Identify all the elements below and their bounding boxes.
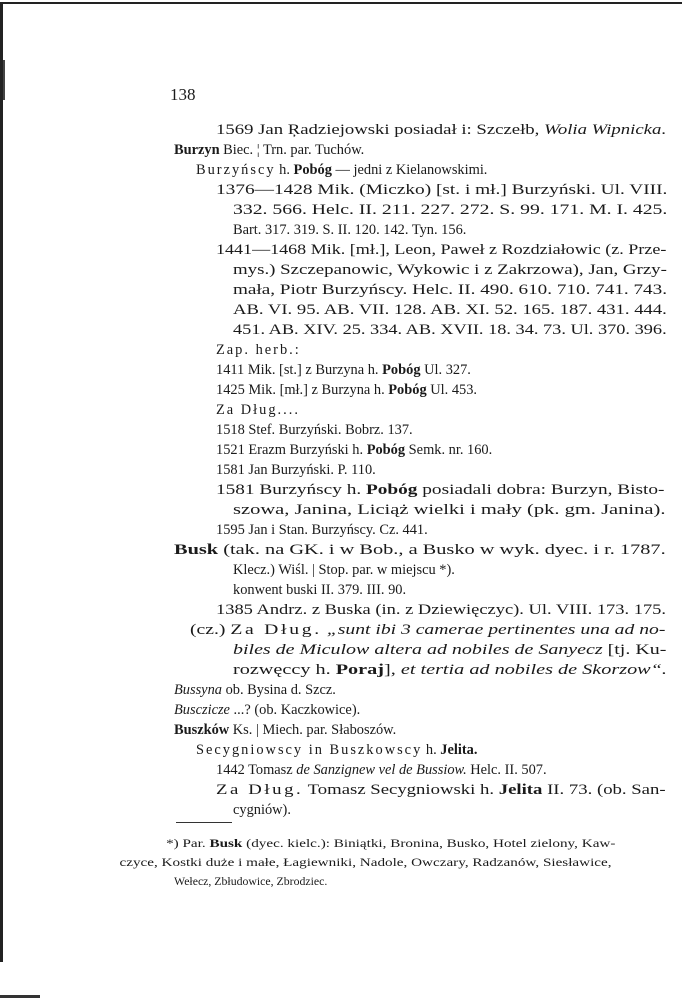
entry-text-run: 1442 Tomasz	[216, 762, 297, 778]
entry-text-run: ob. Bysina d. Szcz.	[221, 682, 336, 698]
entry-text-run: 1595 Jan i Stan. Burzyńscy. Cz. 441.	[216, 522, 428, 538]
footnote-line	[166, 835, 615, 852]
entry-text-run: Za Dług....	[216, 402, 300, 418]
entry-text-run: Bart. 317. 319. S. II. 120. 142. Tyn. 156.	[233, 222, 467, 238]
entry-line	[233, 220, 466, 240]
entry-line	[233, 260, 667, 280]
scan-border-mark	[3, 60, 5, 100]
entry-line	[233, 320, 667, 340]
entry-line	[174, 700, 360, 720]
entry-text-run: 1411 Mik. [st.] z Burzyna h.	[216, 362, 383, 378]
entry-line	[216, 120, 666, 140]
entry-text-run: Pobóg	[293, 162, 332, 178]
entry-text-run: Jelita	[498, 782, 543, 798]
entry-line	[233, 800, 291, 820]
entry-text-run: 451. AB. XIV. 25. 334. AB. XVII. 18. 34. 73. Ul. 370. 396.	[233, 322, 667, 338]
entry-line	[216, 760, 547, 780]
entry-line	[190, 620, 665, 640]
entry-line	[233, 300, 667, 320]
entry-text-run: 1569 Jan Ŗadziejowski posiadał i: Szczełb,	[216, 122, 544, 138]
entry-text-run: Za Dług.	[230, 622, 322, 638]
entry-text-run: 1425 Mik. [mł.] z Burzyna h.	[216, 382, 389, 398]
entry-text-run: 1581 Burzyńscy h.	[216, 482, 367, 498]
footnote-line	[174, 873, 327, 890]
entry-text-run: 1581 Jan Burzyński. P. 110.	[216, 462, 376, 478]
entry-line	[216, 780, 666, 800]
entry-text-run: (cz.)	[190, 622, 231, 638]
entry-line	[233, 560, 455, 580]
entry-text-run: h.	[275, 162, 294, 178]
entry-text-run: Secygniowscy in Buszkowscy	[196, 742, 423, 758]
entry-text-run: 1521 Erazm Burzyński h.	[216, 442, 367, 458]
entry-text-run: .	[661, 122, 666, 138]
entry-text-run: szowa, Janina, Liciąż wielki i mały (pk. gm. Janina).	[233, 502, 666, 518]
entry-text-run: Biec. ¦ Trn. par. Tuchów.	[219, 142, 365, 158]
entry-text-run: Wolia Wipnicka	[543, 122, 662, 138]
entry-text-run: 332. 566. Helc. II. 211. 227. 272. S. 99. 171. M. I. 425.	[233, 202, 668, 218]
entry-text-run: Semk. nr. 160.	[405, 442, 493, 458]
entry-text-run: Pobóg	[366, 482, 418, 498]
entry-text-run: Burzyńscy	[196, 162, 276, 178]
entry-text-run: Pobóg	[366, 442, 406, 458]
entry-text-run: Za Dług.	[216, 782, 304, 798]
entry-line	[216, 360, 471, 380]
footnote-text-run: Wełecz, Zbłudowice, Zbrodziec.	[174, 874, 328, 888]
entry-text-run: Jelita.	[440, 742, 478, 758]
entry-line	[216, 480, 664, 500]
entry-text-run: ...? (ob. Kaczkowice).	[229, 702, 361, 718]
footnote-text-run: Busk	[209, 836, 243, 850]
entry-text-run: mys.) Szczepanowic, Wykowic i z Zakrzowa), Jan, Grzy-	[233, 262, 667, 278]
entry-text-run: [tj. Ku-	[602, 642, 667, 658]
footnote-line	[119, 854, 611, 871]
entry-text-run: (tak. na GK. i w Bob., a Busko w wyk. dyec. i r. 1787.	[218, 542, 666, 558]
entry-text-run: konwent buski II. 379. III. 90.	[233, 582, 407, 598]
entry-text-run: Klecz.) Wiśl. | Stop. par. w miejscu *).	[233, 562, 455, 578]
entry-line	[233, 200, 667, 220]
entry-text-run: posiadali dobra: Burzyn, Bisto-	[417, 482, 665, 498]
footnote-text-run: czyce, Kostki duże i małe, Łagiewniki, Nadole, Owczary, Radzanów, Siesławice,	[119, 855, 612, 869]
entry-text-run: Zap. herb.:	[216, 342, 301, 358]
entry-text-run: Poraj	[335, 662, 384, 678]
scan-border-top	[0, 2, 682, 4]
scan-border-left	[0, 2, 3, 962]
footnote-rule	[176, 822, 232, 823]
entry-text-run: „sunt ibi 3 camerae pertinentes una ad no-	[326, 622, 666, 638]
entry-line	[216, 400, 300, 420]
entry-text-run: Busczicze	[174, 702, 230, 718]
entry-text-run: Pobóg	[382, 362, 421, 378]
entry-text-run: Pobóg	[388, 382, 427, 398]
entry-line	[216, 460, 376, 480]
entry-line	[233, 660, 667, 680]
entry-text-run: Buszków	[174, 722, 230, 738]
entry-text-run: Busk	[174, 542, 219, 558]
entry-text-run: AB. VI. 95. AB. VII. 128. AB. XI. 52. 165. 187. 431. 444.	[233, 302, 667, 318]
entry-text-run: Ul. 453.	[426, 382, 478, 398]
entry-text-run: Helc. II. 507.	[466, 762, 547, 778]
entry-text-run: biles de Miculow altera ad nobiles de Sanyecz	[233, 642, 603, 658]
entry-line	[174, 140, 364, 160]
entry-line	[216, 240, 666, 260]
entry-text-run: 1441—1468 Mik. [mł.], Leon, Paweł z Rozdziałowic (z. Prze-	[216, 242, 667, 258]
entry-line	[216, 180, 667, 200]
entry-line	[216, 600, 666, 620]
entry-text-run: — jedni z Kielanowskimi.	[331, 162, 488, 178]
entry-line	[216, 520, 428, 540]
footnote-text-run: (dyec. kielc.): Biniątki, Bronina, Busko, Hotel zielony, Kaw-	[242, 836, 616, 850]
entry-line	[216, 440, 492, 460]
entry-text-run: Bussyna	[174, 682, 222, 698]
entry-line	[174, 540, 666, 560]
entry-line	[196, 160, 487, 180]
page-number: 138	[170, 85, 196, 104]
entry-line	[233, 280, 667, 300]
entry-text-run: mała, Piotr Burzyńscy. Helc. II. 490. 610. 710. 741. 743.	[233, 282, 668, 298]
entry-text-run: II. 73. (ob. San-	[542, 782, 666, 798]
entry-text-run: 1518 Stef. Burzyński. Bobrz. 137.	[216, 422, 413, 438]
entry-text-run: 1385 Andrz. z Buska (in. z Dziewięczyc). Ul. VIII. 173. 175.	[216, 602, 667, 618]
entry-line	[233, 500, 665, 520]
entry-text-run: Burzyn	[174, 142, 220, 158]
entry-line	[233, 580, 406, 600]
entry-line	[216, 380, 477, 400]
entry-line	[196, 740, 477, 760]
entry-text-run: cygniów).	[233, 802, 291, 818]
entry-line	[233, 640, 666, 660]
entry-text-run: 1376—1428 Mik. (Miczko) [st. i mł.] Burzyński. Ul. VIII.	[216, 182, 668, 198]
entry-text-run: Ul. 327.	[420, 362, 471, 378]
entry-text-run: ],	[383, 662, 401, 678]
entry-text-run: Tomasz Secygniowski h.	[303, 782, 499, 798]
entry-text-run: de Sanzignew vel de Bussiow.	[296, 762, 467, 778]
entry-line	[174, 680, 336, 700]
entry-line	[174, 720, 396, 740]
entry-text-run: Ks. | Miech. par. Słaboszów.	[229, 722, 397, 738]
entry-line	[216, 420, 413, 440]
entry-text-run: et tertia ad nobiles de Skorzow“.	[400, 662, 667, 678]
entry-line	[216, 340, 301, 360]
scan-mark-bottom	[0, 995, 40, 998]
entry-text-run: rozwęccy h.	[233, 662, 336, 678]
entry-text-run: h.	[422, 742, 441, 758]
footnote-text-run: *) Par.	[166, 836, 210, 850]
